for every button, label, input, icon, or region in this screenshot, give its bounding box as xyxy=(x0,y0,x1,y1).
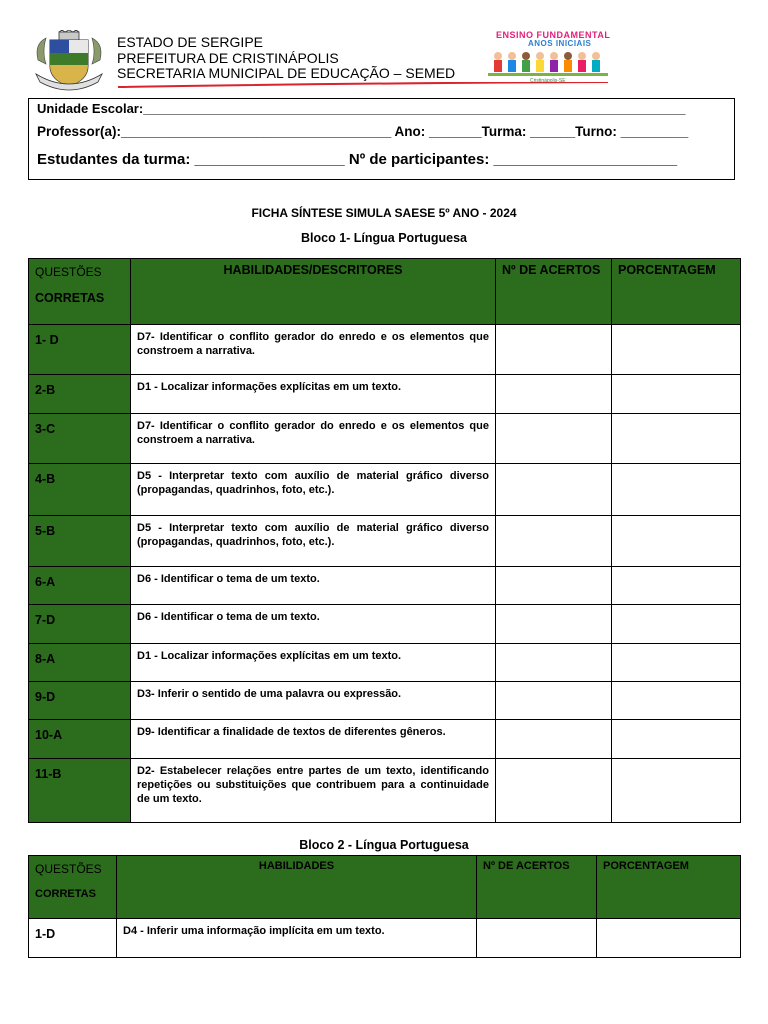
question-answer: 11-B xyxy=(29,759,131,823)
descriptor-text: D6 - Identificar o tema de um texto. xyxy=(131,567,496,605)
logo-location: Cristinápolis-SE xyxy=(530,78,566,84)
porcentagem-cell[interactable] xyxy=(612,720,741,759)
descriptor-text: D9- Identificar a finalidade de textos de diferentes gêneros. xyxy=(131,720,496,759)
col-questoes: QUESTÕES CORRETAS xyxy=(29,259,131,325)
descriptor-text: D5 - Interpretar texto com auxílio de material gráfico diverso (propagandas, quadrinhos, foto, etc.). xyxy=(131,464,496,516)
descriptor-text: D4 - Inferir uma informação implícita em um texto. xyxy=(117,919,477,958)
bloco2-heading: Bloco 2 - Língua Portuguesa xyxy=(299,838,469,852)
table-row xyxy=(29,605,741,644)
descriptor-text: D2- Estabelecer relações entre partes de um texto, identificando repetições ou substituições que contribuem para a continuidade de um texto. xyxy=(131,759,496,823)
municipal-crest-icon xyxy=(32,30,106,92)
question-answer: 5-B xyxy=(29,516,131,567)
question-answer: 8-A xyxy=(29,644,131,682)
table-row xyxy=(29,682,741,720)
acertos-cell[interactable] xyxy=(496,464,612,516)
acertos-cell[interactable] xyxy=(496,720,612,759)
col-porcentagem: PORCENTAGEM xyxy=(612,259,741,325)
acertos-cell[interactable] xyxy=(496,567,612,605)
acertos-cell[interactable] xyxy=(496,759,612,823)
col-habilidades: HABILIDADES xyxy=(117,856,477,919)
bloco2-header-row xyxy=(29,856,741,919)
question-answer: 3-C xyxy=(29,414,131,464)
table-row xyxy=(29,375,741,414)
header-state: ESTADO DE SERGIPE xyxy=(117,34,263,50)
table-row xyxy=(29,919,741,958)
bloco2-table xyxy=(28,855,741,958)
descriptor-text: D5 - Interpretar texto com auxílio de material gráfico diverso (propagandas, quadrinhos, foto, etc.). xyxy=(131,516,496,567)
question-answer: 4-B xyxy=(29,464,131,516)
porcentagem-cell[interactable] xyxy=(612,644,741,682)
header-secretaria: SECRETARIA MUNICIPAL DE EDUCAÇÃO – SEMED xyxy=(117,65,456,81)
question-answer: 1- D xyxy=(29,325,131,375)
estudantes-field[interactable]: Estudantes da turma: __________________ Nº de participantes: ______________________ xyxy=(37,151,678,168)
unidade-escolar-field[interactable]: Unidade Escolar:___________________________________________________________________________ xyxy=(37,101,686,116)
acertos-cell[interactable] xyxy=(496,605,612,644)
question-answer: 1-D xyxy=(29,919,117,958)
table-row xyxy=(29,516,741,567)
table-row xyxy=(29,644,741,682)
porcentagem-cell[interactable] xyxy=(612,414,741,464)
table-row xyxy=(29,567,741,605)
col-porcentagem: PORCENTAGEM xyxy=(597,856,741,919)
question-answer: 7-D xyxy=(29,605,131,644)
col-habilidades: HABILIDADES/DESCRITORES xyxy=(131,259,496,325)
header-divider-line xyxy=(118,82,608,88)
acertos-cell[interactable] xyxy=(496,325,612,375)
descriptor-text: D1 - Localizar informações explícitas em um texto. xyxy=(131,375,496,414)
logo-title: ENSINO FUNDAMENTAL xyxy=(496,30,611,40)
table-row xyxy=(29,464,741,516)
ensino-fundamental-logo xyxy=(488,28,611,86)
descriptor-text: D3- Inferir o sentido de uma palavra ou expressão. xyxy=(131,682,496,720)
col-acertos: Nº DE ACERTOS xyxy=(477,856,597,919)
descriptor-text: D7- Identificar o conflito gerador do enredo e os elementos que constroem a narrativa. xyxy=(131,325,496,375)
table-row xyxy=(29,325,741,375)
children-illustration-icon xyxy=(488,48,608,78)
table-row xyxy=(29,414,741,464)
question-answer: 2-B xyxy=(29,375,131,414)
logo-subtitle: ANOS INICIAIS xyxy=(528,39,592,48)
page-title: FICHA SÍNTESE SIMULA SAESE 5º ANO - 2024 xyxy=(251,206,517,220)
question-answer: 6-A xyxy=(29,567,131,605)
porcentagem-cell[interactable] xyxy=(597,919,741,958)
bloco1-heading: Bloco 1- Língua Portuguesa xyxy=(301,231,467,245)
bloco1-table xyxy=(28,258,741,823)
descriptor-text: D6 - Identificar o tema de um texto. xyxy=(131,605,496,644)
header-prefeitura: PREFEITURA DE CRISTINÁPOLIS xyxy=(117,50,339,66)
acertos-cell[interactable] xyxy=(477,919,597,958)
porcentagem-cell[interactable] xyxy=(612,759,741,823)
acertos-cell[interactable] xyxy=(496,414,612,464)
porcentagem-cell[interactable] xyxy=(612,464,741,516)
question-answer: 10-A xyxy=(29,720,131,759)
descriptor-text: D7- Identificar o conflito gerador do enredo e os elementos que constroem a narrativa. xyxy=(131,414,496,464)
acertos-cell[interactable] xyxy=(496,516,612,567)
porcentagem-cell[interactable] xyxy=(612,682,741,720)
professor-field[interactable]: Professor(a):____________________________________ Ano: _______Turma: ______Turno: _________ xyxy=(37,124,689,139)
col-questoes: QUESTÕES CORRETAS xyxy=(29,856,117,919)
table-row xyxy=(29,720,741,759)
col-acertos: Nº DE ACERTOS xyxy=(496,259,612,325)
table-row xyxy=(29,759,741,823)
acertos-cell[interactable] xyxy=(496,682,612,720)
acertos-cell[interactable] xyxy=(496,644,612,682)
acertos-cell[interactable] xyxy=(496,375,612,414)
porcentagem-cell[interactable] xyxy=(612,325,741,375)
descriptor-text: D1 - Localizar informações explícitas em um texto. xyxy=(131,644,496,682)
question-answer: 9-D xyxy=(29,682,131,720)
school-info-box xyxy=(28,98,735,180)
porcentagem-cell[interactable] xyxy=(612,567,741,605)
porcentagem-cell[interactable] xyxy=(612,375,741,414)
bloco1-header-row xyxy=(29,259,741,325)
porcentagem-cell[interactable] xyxy=(612,516,741,567)
porcentagem-cell[interactable] xyxy=(612,605,741,644)
